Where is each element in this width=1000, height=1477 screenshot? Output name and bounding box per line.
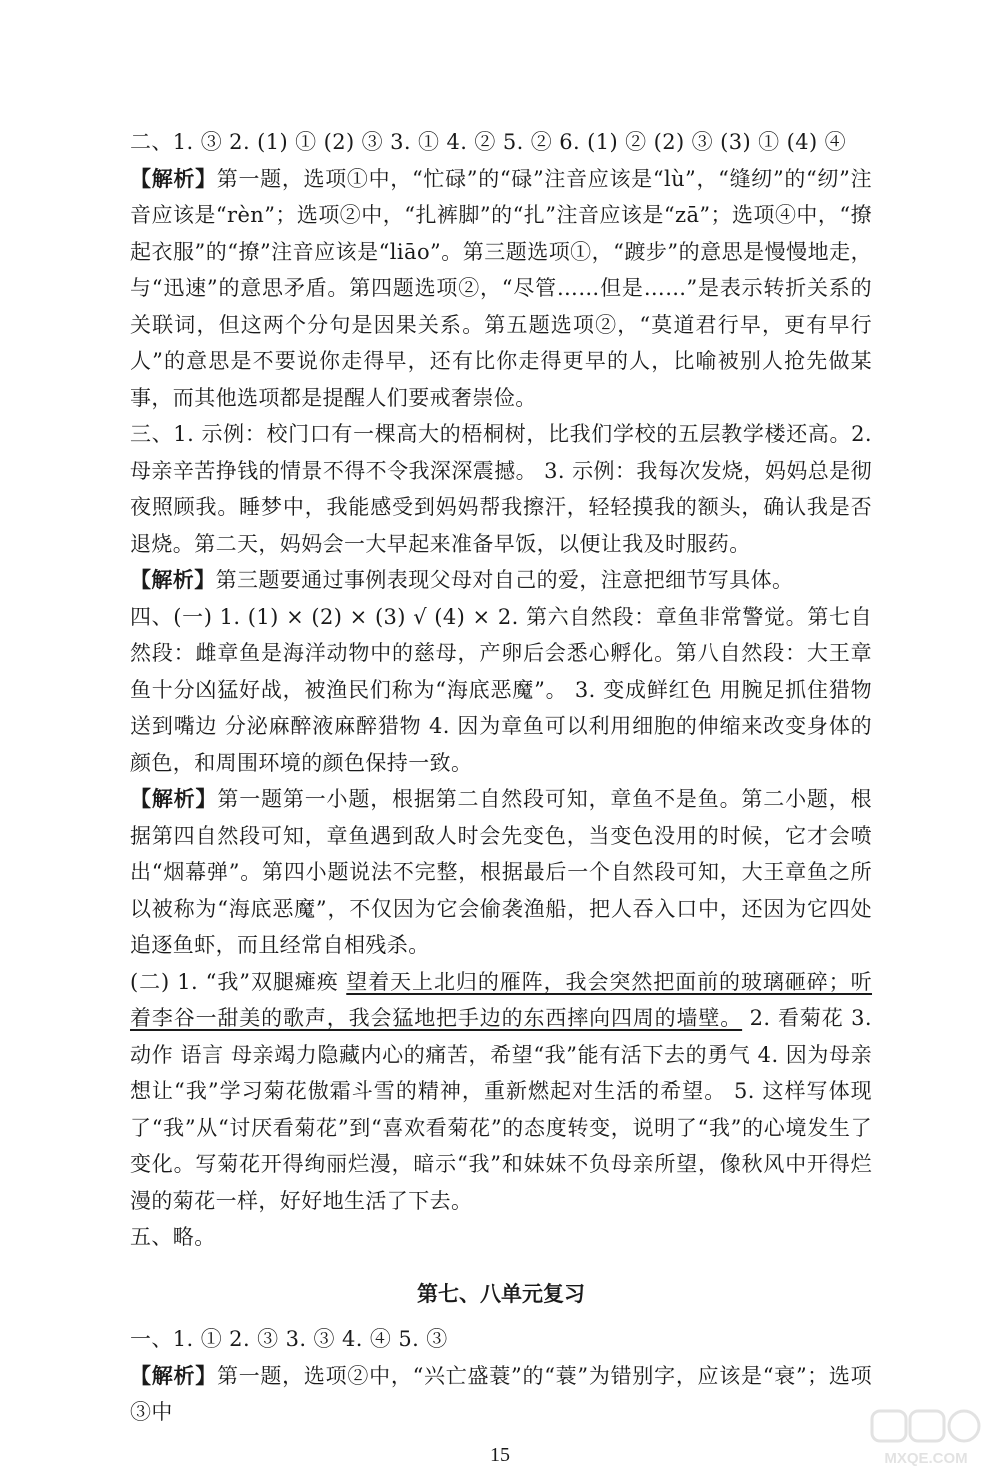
page-number: 15 <box>490 1444 510 1466</box>
analysis-label: 【解析】 <box>130 165 217 191</box>
section-4-part-2-answers <box>130 964 872 1220</box>
section-2-answers: 二、1. ③ 2. (1) ① (2) ③ 3. ① 4. ② 5. ② 6. (1) ② (2) ③ (3) ① (4) ④ <box>130 130 847 154</box>
analysis-label: 【解析】 <box>130 1362 217 1388</box>
underlined-answer: 望着天上北归的雁阵，我会突然把面前的玻璃砸碎；听着李谷一甜美的歌声，我会猛地把手边的东西摔向四周的墙壁。 <box>130 969 873 1030</box>
watermark-text: MXQE.COM <box>884 1450 968 1467</box>
unit-title: 第七、八单元复习 <box>417 1280 585 1306</box>
section-3-analysis <box>130 562 872 599</box>
answer-rest: 2. 看菊花 3. 动作 语言 母亲竭力隐藏内心的痛苦，希望“我”能有活下去的勇气 4. 因为母亲想让“我”学习菊花傲霜斗雪的精神，重新燃起对生活的希望。 5. 这样写体现了“我”从“讨厌看菊花”到“喜欢看菊花”的态度转变，说明了“我”的心境发生了变化。写菊花开得绚丽烂漫，暗示“我”和妹妹不负母亲所望，像秋风中开得烂漫的菊花一样，好好地生活了下去。 <box>130 1006 872 1213</box>
unit-section-1-analysis <box>130 1358 872 1431</box>
section-4-part-1-analysis <box>130 781 872 964</box>
analysis-label: 【解析】 <box>130 786 218 811</box>
section-2-analysis <box>130 161 872 417</box>
watermark-logo <box>866 1407 986 1469</box>
unit-section-1-answers: 一、1. ① 2. ③ 3. ③ 4. ④ 5. ③ <box>130 1327 448 1351</box>
answer-lead: (二) 1. “我”双腿瘫痪 <box>130 969 347 994</box>
section-4-part-1-answers: 四、(一) 1. (1) × (2) × (3) √ (4) × 2. 第六自然段：章鱼非常警觉。第七自然段：雌章鱼是海洋动物中的慈母，产卵后会悉心孵化。第八自然段：大王章鱼十分凶猛好战，被渔民们称为“海底恶魔”。 3. 变成鲜红色 用腕足抓住猎物送到嘴边 分泌麻醉液麻醉猎物 4. 因为章鱼可以利用细胞的伸缩来改变身体的颜色，和周围环境的颜色保持一致。 <box>130 604 872 775</box>
analysis-label: 【解析】 <box>130 567 216 592</box>
analysis-text: 第三题要通过事例表现父母对自己的爱，注意把细节写具体。 <box>215 568 794 592</box>
section-3-answers: 三、1. 示例：校门口有一棵高大的梧桐树，比我们学校的五层教学楼还高。2. 母亲辛苦挣钱的情景不得不令我深深震撼。 3. 示例：我每次发烧，妈妈总是彻夜照顾我。睡梦中，我能感受到妈妈帮我擦汗，轻轻摸我的额头，确认我是否退烧。第二天，妈妈会一大早起来准备早饭，以便让我及时服药。 <box>130 422 872 556</box>
section-5-answers: 五、略。 <box>130 1225 216 1249</box>
analysis-text: 第一题第一小题，根据第二自然段可知，章鱼不是鱼。第二小题，根据第四自然段可知，章鱼遇到敌人时会先变色，当变色没用的时候，它才会喷出“烟幕弹”。第四小题说法不完整，根据最后一个自然段可知，大王章鱼之所以被称为“海底恶魔”，不仅因为它会偷袭渔船，把人吞入口中，还因为它四处追逐鱼虾，而且经常自相残杀。 <box>130 787 873 957</box>
analysis-text: 第一题，选项②中，“兴亡盛蓑”的“蓑”为错别字，应该是“衰”；选项③中 <box>130 1363 872 1424</box>
answer-page <box>130 124 872 1431</box>
analysis-text: 第一题，选项①中，“忙碌”的“碌”注音应该是“lù”，“缝纫”的“纫”注音应该是“rèn”；选项②中，“扎裤脚”的“扎”注音应该是“zā”；选项④中，“撩起衣服”的“撩”注音应该是“liāo”。第三题选项①，“踱步”的意思是慢慢地走，与“迅速”的意思矛盾。第四题选项②，“尽管……但是……”是表示转折关系的关联词，但这两个分句是因果关系。第五题选项②，“莫道君行早，更有早行人”的意思是不要说你走得早，还有比你走得更早的人，比喻被别人抢先做某事，而其他选项都是提醒人们要戒奢崇俭。 <box>130 166 872 410</box>
